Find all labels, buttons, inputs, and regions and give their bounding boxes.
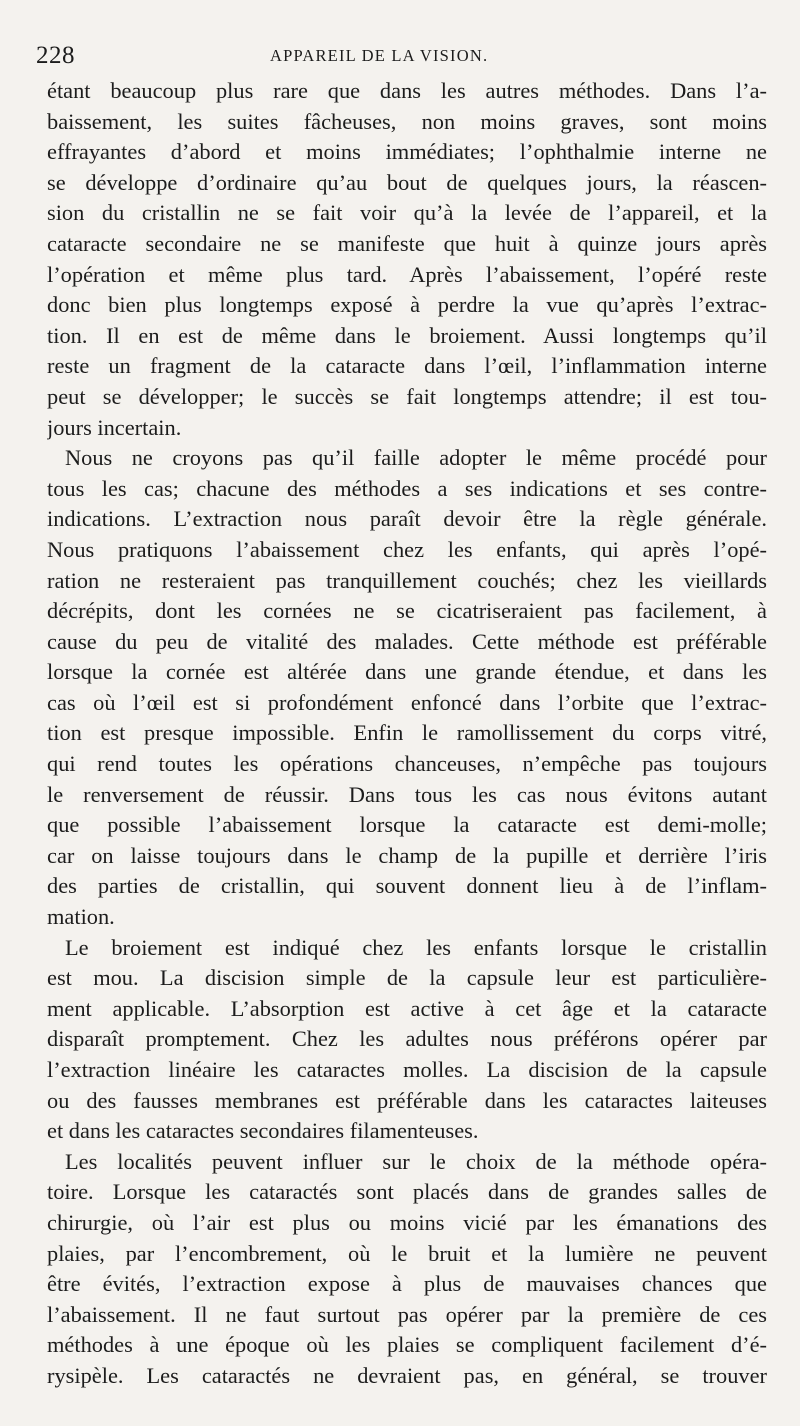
text-line: l’opération et même plus tard. Après l’abaissement, l’opéré reste [47,261,767,287]
page-number: 228 [36,42,75,69]
text-line: Nous pratiquons l’abaissement chez les enfants, qui après l’opé- [47,536,767,562]
text-line: tous les cas; chacune des méthodes a ses indications et ses contre- [47,475,767,501]
text-line: Les localités peuvent influer sur le choix de la méthode opéra- [65,1148,767,1174]
text-line: baissement, les suites fâcheuses, non moins graves, sont moins [47,108,767,134]
text-line: tion est presque impossible. Enfin le ramollissement du corps vitré, [47,720,767,746]
text-line: que possible l’abaissement lorsque la cataracte est demi-molle; [47,812,767,838]
text-line: sion du cristallin ne se fait voir qu’à la levée de l’appareil, et la [47,200,767,226]
body-text [47,76,767,1392]
text-line: l’abaissement. Il ne faut surtout pas opérer par la première de ces [47,1301,767,1327]
text-line: Nous ne croyons pas qu’il faille adopter le même procédé pour [65,445,767,471]
text-line: ou des fausses membranes est préférable dans les cataractes laiteuses [47,1087,767,1113]
running-head: APPAREIL DE LA VISION. [270,46,489,65]
text-line: ration ne resteraient pas tranquillement couchés; chez les vieillards [47,567,767,593]
text-line: cause du peu de vitalité des malades. Cette méthode est préférable [47,628,767,654]
text-line: se développe d’ordinaire qu’au bout de quelques jours, la réascen- [47,169,767,195]
text-line: ment applicable. L’absorption est active à cet âge et la cataracte [47,995,767,1021]
page-header [0,28,800,68]
text-line: méthodes à une époque où les plaies se compliquent facilement d’é- [47,1332,767,1358]
text-line: décrépits, dont les cornées ne se cicatriseraient pas facilement, à [47,598,767,624]
text-line: être évités, l’extraction expose à plus de mauvaises chances que [47,1271,767,1297]
text-line: chirurgie, où l’air est plus ou moins vicié par les émanations des [47,1209,767,1235]
text-line: le renversement de réussir. Dans tous les cas nous évitons autant [47,781,767,807]
text-line: jours incertain. [47,414,182,440]
text-line: reste un fragment de la cataracte dans l’œil, l’inflammation interne [47,353,767,379]
text-line: car on laisse toujours dans le champ de la pupille et derrière l’iris [47,842,767,868]
text-line: étant beaucoup plus rare que dans les autres méthodes. Dans l’a- [47,78,767,103]
text-line: plaies, par l’encombrement, où le bruit et la lumière ne peuvent [47,1240,767,1266]
text-line: tion. Il en est de même dans le broiement. Aussi longtemps qu’il [47,322,767,348]
text-line: rysipèle. Les cataractés ne devraient pas, en général, se trouver [47,1362,767,1388]
text-line: indications. L’extraction nous paraît devoir être la règle générale. [47,506,767,532]
text-line: cataracte secondaire ne se manifeste que huit à quinze jours après [47,230,767,256]
text-line: effrayantes d’abord et moins immédiates; l’ophthalmie interne ne [47,139,767,165]
text-line: qui rend toutes les opérations chanceuses, n’empêche pas toujours [47,751,767,777]
text-line: est mou. La discision simple de la capsule leur est particulière- [47,965,767,991]
text-line: toire. Lorsque les cataractés sont placés dans de grandes salles de [47,1179,767,1205]
text-line: des parties de cristallin, qui souvent donnent lieu à de l’inflam- [47,873,767,899]
text-line: l’extraction linéaire les cataractes molles. La discision de la capsule [47,1057,767,1082]
text-line: peut se développer; le succès se fait longtemps attendre; il est tou- [47,383,767,409]
text-line: mation. [47,904,115,930]
text-line: disparaît promptement. Chez les adultes nous préférons opérer par [47,1026,767,1052]
text-line: donc bien plus longtemps exposé à perdre la vue qu’après l’extrac- [47,292,767,318]
text-line: Le broiement est indiqué chez les enfants lorsque le cristallin [65,934,767,960]
text-line: lorsque la cornée est altérée dans une grande étendue, et dans les [47,659,767,685]
text-line: cas où l’œil est si profondément enfoncé dans l’orbite que l’extrac- [47,689,767,715]
text-line: et dans les cataractes secondaires filamenteuses. [47,1118,479,1144]
